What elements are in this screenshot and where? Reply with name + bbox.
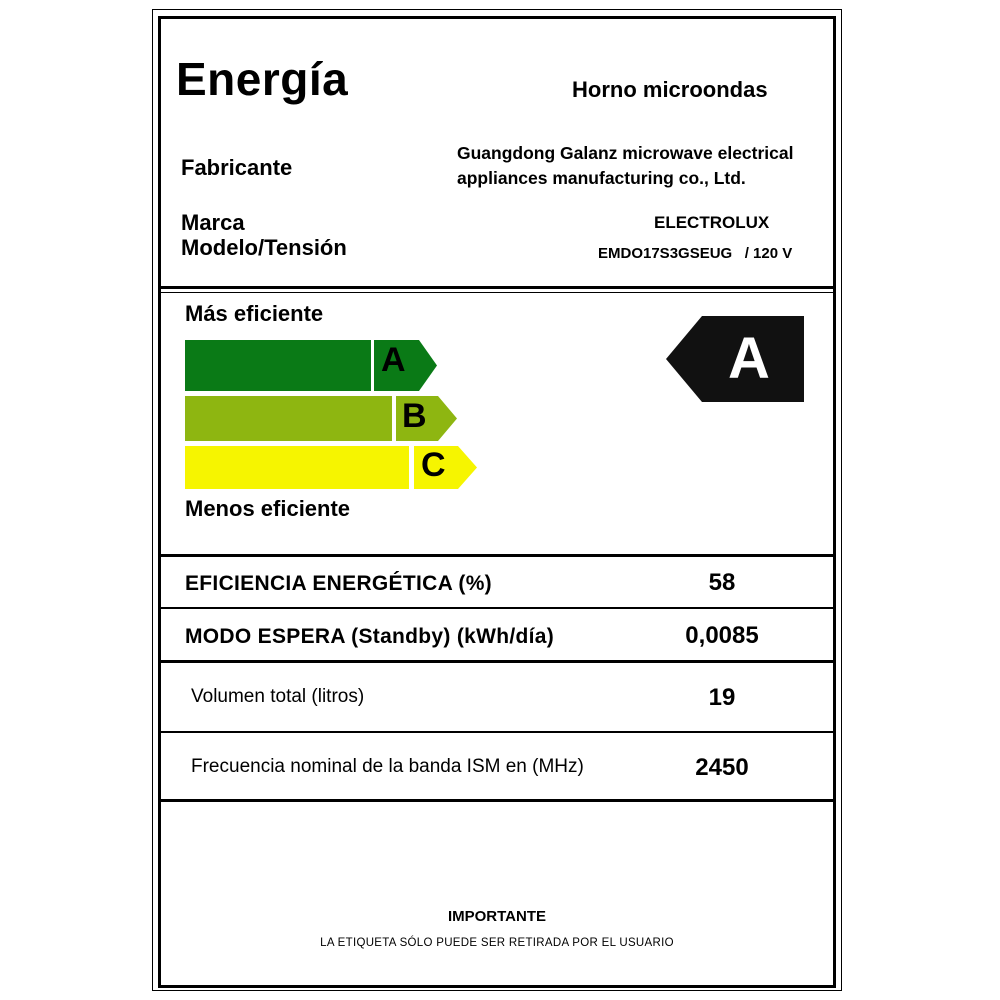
divider-header (158, 286, 836, 289)
row-efficiency-value: 58 (708, 569, 736, 596)
rating-letter: A (728, 326, 770, 391)
row-volume-value: 19 (708, 684, 736, 711)
divider-row-4 (158, 799, 836, 802)
divider-row-3 (158, 731, 836, 733)
row-efficiency-label: EFICIENCIA ENERGÉTICA (%) (185, 572, 492, 595)
removal-notice: LA ETIQUETA SÓLO PUEDE SER RETIRADA POR EL USUARIO (320, 937, 674, 949)
manufacturer-value (457, 141, 794, 191)
class-b-letter: B (402, 397, 427, 435)
class-b-bar (185, 396, 392, 441)
important-heading: IMPORTANTE (447, 908, 547, 925)
class-c-letter: C (421, 446, 446, 484)
manufacturer-line-2: appliances manufacturing co., Ltd. (457, 168, 746, 188)
scale-bottom-label: Menos eficiente (185, 496, 351, 521)
divider-header-thin (158, 292, 836, 293)
model-value: EMDO17S3GSEUG / 120 V (598, 245, 793, 262)
class-a-bar (185, 340, 371, 391)
manufacturer-line-1: Guangdong Galanz microwave electrical (457, 143, 794, 163)
row-standby-value: 0,0085 (685, 622, 759, 649)
product-type: Horno microondas (572, 77, 768, 102)
divider-row-1 (158, 607, 836, 609)
brand-value: ELECTROLUX (654, 213, 770, 232)
class-a-letter: A (381, 341, 406, 379)
brand-label: Marca (181, 210, 245, 235)
divider-row-2 (158, 660, 836, 663)
scale-top-label: Más eficiente (185, 301, 324, 326)
row-frequency-label: Frecuencia nominal de la banda ISM en (MHz) (191, 756, 584, 777)
row-standby-label: MODO ESPERA (Standby) (kWh/día) (185, 625, 555, 648)
manufacturer-label: Fabricante (181, 155, 293, 180)
row-volume-label: Volumen total (litros) (191, 686, 365, 707)
model-label: Modelo/Tensión (181, 235, 347, 260)
page-title: Energía (176, 53, 349, 105)
class-c-bar (185, 446, 409, 489)
row-frequency-value: 2450 (695, 754, 749, 781)
divider-scale (158, 554, 836, 557)
